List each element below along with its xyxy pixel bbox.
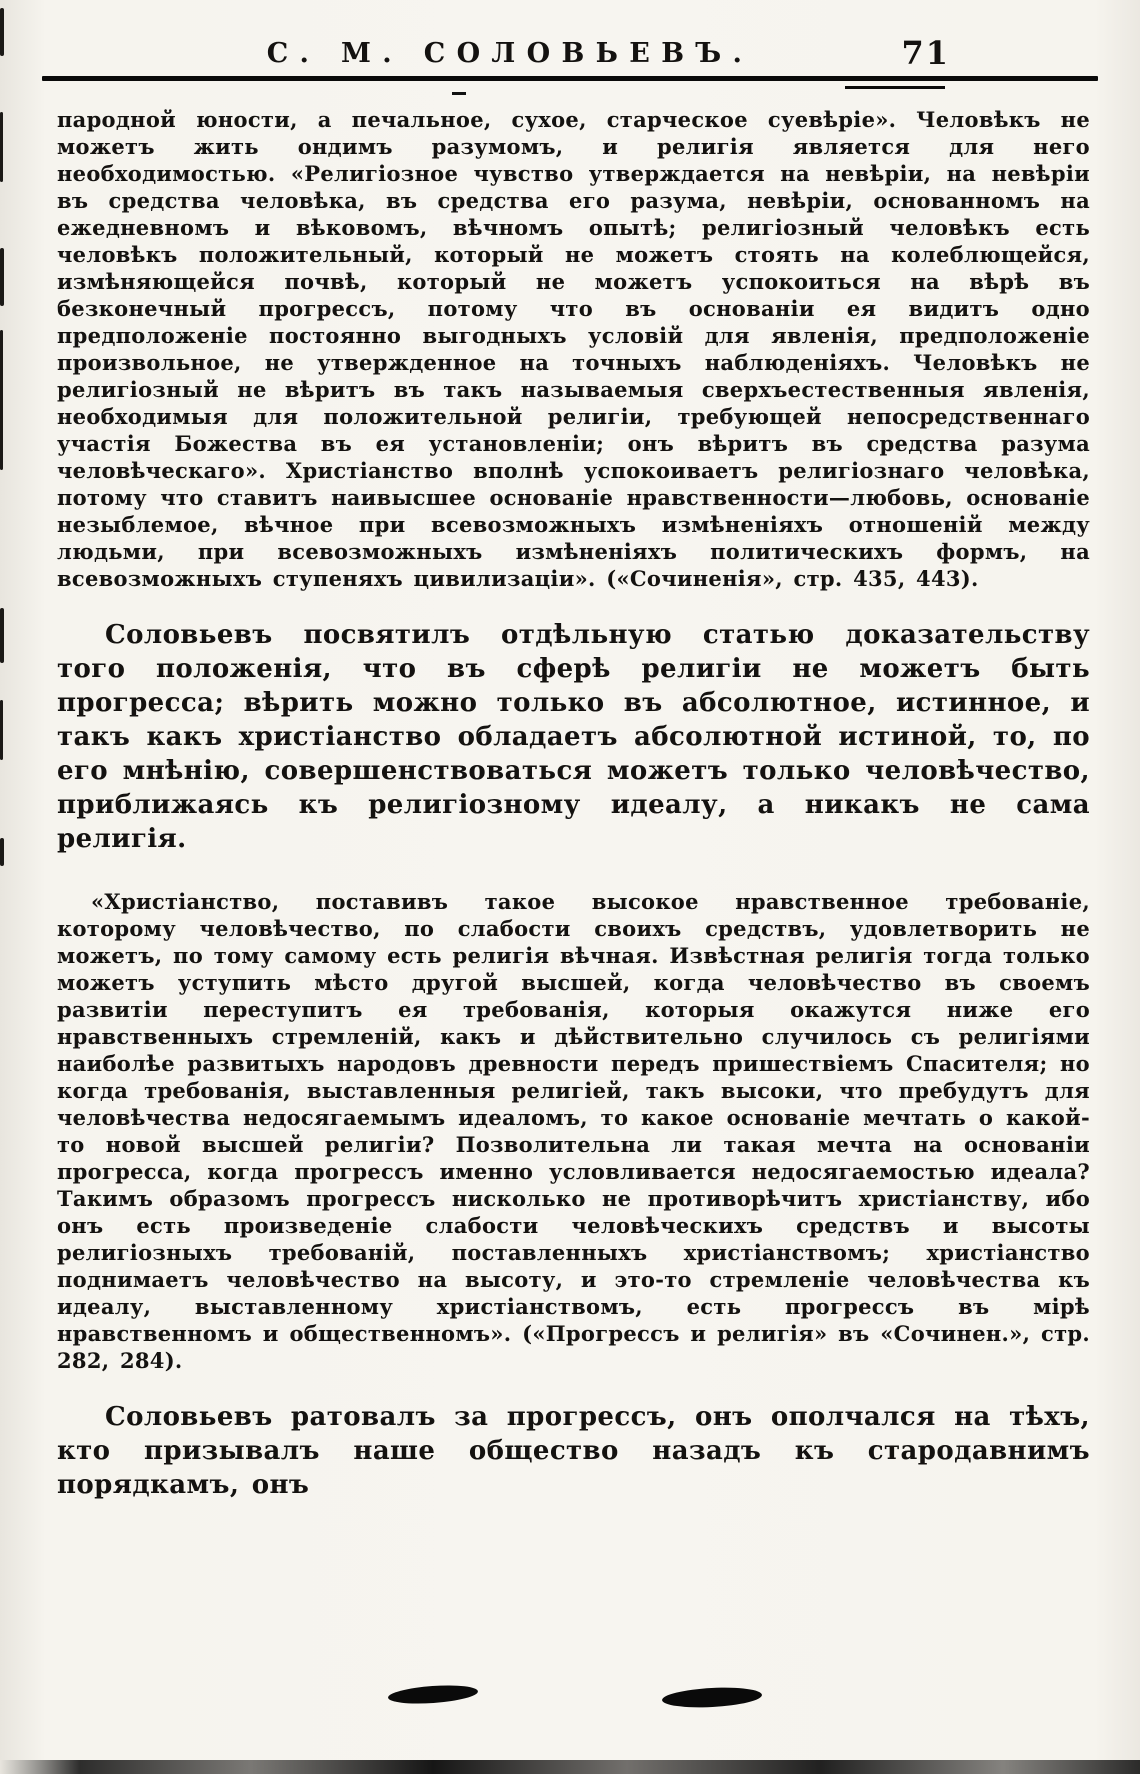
page-bottom-bleed	[0, 1760, 1140, 1774]
header-dash-mark	[452, 92, 466, 95]
scan-edge-mark	[0, 112, 3, 182]
scan-edge-mark	[0, 248, 4, 306]
page-number: 71	[901, 34, 950, 72]
scan-edge-mark	[0, 330, 3, 470]
scan-edge-mark	[0, 608, 4, 663]
text-column	[57, 106, 1090, 1502]
page-header-title: С. М. СОЛОВЬЕВЪ.	[266, 38, 754, 69]
running-head	[0, 34, 1140, 78]
paragraph-main-1: Соловьевъ посвятилъ отдѣльную статью доказательству того положенія, что въ сферѣ религіи не можетъ быть прогресса; вѣрить можно только въ абсолютное, истинное, и такъ какъ христіанство обладаетъ абсолютной истиной, то, по его мнѣнію, совершенствоваться можетъ только человѣчество, приближаясь къ религіозному идеалу, а никакъ не сама религія.	[57, 620, 1090, 854]
paragraph-main-2: Соловьевъ ратовалъ за прогрессъ, онъ ополчался на тѣхъ, кто призывалъ наше общество назадъ къ стародавнимъ порядкамъ, онъ	[57, 1402, 1090, 1500]
scan-edge-mark	[0, 8, 4, 56]
ink-blot	[388, 1683, 479, 1706]
scan-edge-mark	[0, 838, 4, 866]
paragraph-quote-2: «Христіанство, поставивъ такое высокое нравственное требованіе, которому человѣчество, по слабости своихъ средствъ, удовлетворить не можетъ, по тому самому есть религія вѣчная. Извѣстная религія тогда только можетъ уступить мѣсто другой высшей, когда человѣчество въ своемъ развитіи переступитъ ея требованія, которыя окажутся ниже его нравственныхъ стремленій, какъ и дѣйствительно случилось съ религіями наиболѣе развитыхъ народовъ древности передъ пришествіемъ Спасителя; но когда требованія, выставленныя религіей, такъ высоки, что пребудутъ для человѣчества недосягаемымъ идеаломъ, то какое основаніе мечтать о какой-то новой высшей религіи? Позволительна ли такая мечта на основаніи прогресса, когда прогрессъ именно условливается недосягаемостью идеала? Такимъ образомъ прогрессъ нисколько не противорѣчитъ христіанству, ибо онъ есть произведеніе слабости человѣческихъ средствъ и высоты религіозныхъ требованій, поставленныхъ христіанствомъ; христіанство поднимаетъ человѣчество на высоту, и это-то стремленіе человѣчества къ идеалу, выставленному христіанствомъ, есть прогрессъ въ мірѣ нравственномъ и общественномъ». («Прогрессъ и религія» въ «Сочинен.», стр. 282, 284).	[57, 889, 1090, 1373]
header-rule	[42, 76, 1098, 81]
scan-edge-mark	[0, 700, 3, 760]
ink-blot	[662, 1685, 763, 1709]
paragraph-quote-continuation: пародной юности, а печальное, сухое, старческое суевѣріе». Человѣкъ не можетъ жить ондимъ разумомъ, и религія является для него необходимостью. «Религіозное чувство утверждается на невѣріи, на невѣріи въ средства человѣка, въ средства его разума, невѣріи, основанномъ на ежедневномъ и вѣковомъ, вѣчномъ опытѣ; религіозный человѣкъ есть человѣкъ положительный, который не можетъ стоять на колеблющейся, измѣняющейся почвѣ, который не можетъ успокоиться на вѣрѣ въ безконечный прогрессъ, потому что въ основаніи ея видитъ одно предположеніе постоянно выгодныхъ условій для явленія, предположеніе произвольное, не утвержденное на точныхъ наблюденіяхъ. Человѣкъ не религіозный не вѣритъ въ такъ называемыя сверхъестественныя явленія, необходимыя для положительной религіи, требующей непосредственнаго участія Божества въ ея установленіи; онъ вѣритъ въ средства разума человѣческаго». Христіанство вполнѣ успокоиваетъ религіознаго человѣка, потому что ставитъ наивысшее основаніе нравственности—любовь, основаніе незыблемое, вѣчное при всевозможныхъ измѣненіяхъ отношеній между людьми, при всевозможныхъ измѣненіяхъ политическихъ формъ, на всевозможныхъ ступеняхъ цивилизаціи». («Сочиненія», стр. 435, 443).	[57, 107, 1090, 591]
header-rule-short	[845, 86, 945, 89]
